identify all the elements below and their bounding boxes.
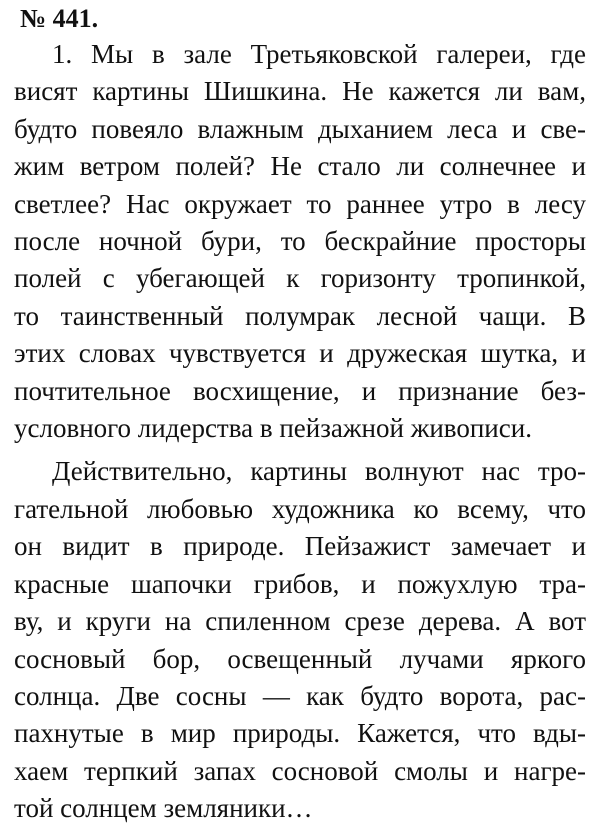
text-line: после ночной бури, то бескрайние просторы <box>14 226 586 257</box>
text-line: условного лидерства в пейзажной живописи. <box>14 413 532 444</box>
paragraph-2 <box>14 453 586 827</box>
text-line: 1. Мы в зале Третьяковской галереи, где <box>52 39 586 69</box>
text-line: солнца. Две сосны — как будто ворота, рас- <box>14 680 586 711</box>
text-line: светлее? Нас окружает то раннее утро в лесу <box>14 188 586 219</box>
exercise-number: № 441. <box>20 4 99 33</box>
text-line: жим ветром полей? Не стало ли солнечнее и <box>14 151 586 182</box>
text-line: висят картины Шишкина. Не кажется ли вам, <box>14 76 586 107</box>
text-line: красные шапочки грибов, и пожухлую тра- <box>14 568 586 599</box>
text-line: то таинственный полумрак лесной чащи. В <box>14 300 586 331</box>
text-line: полей с убегающей к горизонту тропинкой, <box>14 263 586 294</box>
text-line: Действительно, картины волнуют нас тро- <box>52 456 586 487</box>
text-line: почтительное восхищение, и признание без- <box>14 375 586 406</box>
text-line: он видит в природе. Пейзажист замечает и <box>14 531 586 562</box>
text-line: хаем терпкий запах сосновой смолы и нагре- <box>14 755 586 786</box>
text-line: этих словах чувствуется и дружеская шутка, и <box>14 338 586 369</box>
paragraph-1 <box>14 36 586 447</box>
text-line: сосновый бор, освещенный лучами яркого <box>14 643 586 674</box>
text-line: той солнцем земляники… <box>14 793 313 824</box>
text-line: гательной любовью художника ко всему, что <box>14 493 586 524</box>
text-line: ву, и круги на спиленном срезе дерева. А вот <box>14 606 586 637</box>
text-line: будто повеяло влажным дыханием леса и све- <box>14 113 586 144</box>
text-line: пахнутые в мир природы. Кажется, что вды- <box>14 718 586 749</box>
